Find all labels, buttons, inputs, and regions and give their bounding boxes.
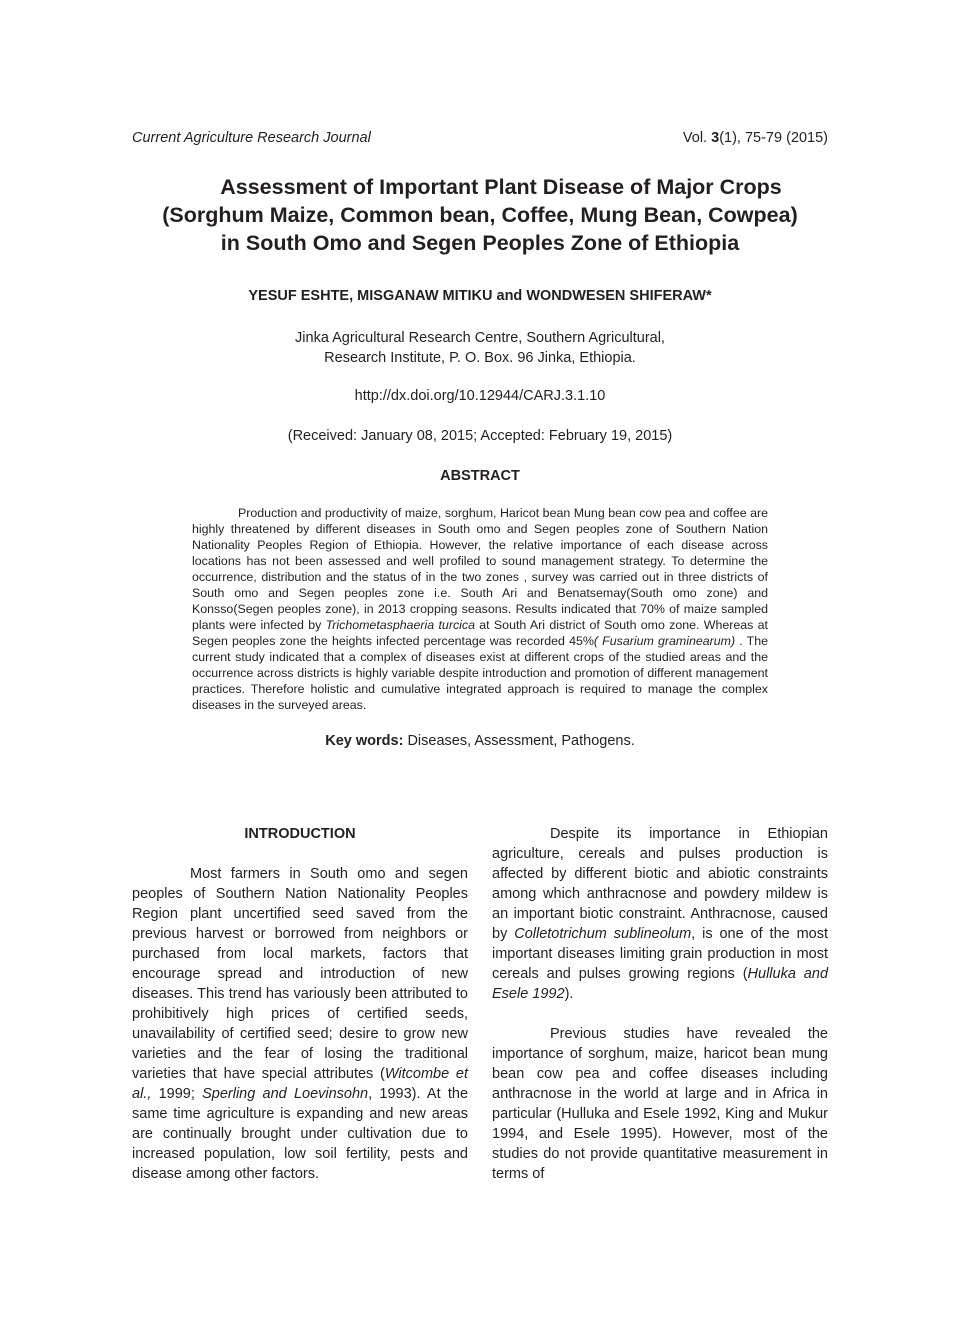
title-line-3: in South Omo and Segen Peoples Zone of Ethiopia xyxy=(220,231,740,255)
abstract-text-2: at South Ari district of South omo zone. Whereas at Segen peoples zone the heights infected percentage was recorded 45% xyxy=(192,618,768,648)
abstract-pathogen-2: ( Fusarium graminearum) xyxy=(593,634,736,648)
intro-paragraph-3: Previous studies have revealed the importance of sorghum, maize, haricot bean mung bean cow pea and coffee diseases including anthracnose in the world at large and in Africa in particular (Hulluka and Esele 1992, King and Mukur 1994, and Esele 1995). However, most of the studies do not provide quantitative measurement in terms of xyxy=(492,1026,828,1182)
intro-p1-text-b: 1999; xyxy=(151,1086,203,1102)
volume-info xyxy=(683,130,828,146)
volume-suffix: (1), 75-79 (2015) xyxy=(719,130,828,146)
abstract-heading: ABSTRACT xyxy=(440,468,520,484)
volume-prefix: Vol. xyxy=(682,130,712,146)
abstract-text-1: Production and productivity of maize, sorghum, Haricot bean Mung bean cow pea and coffee are highly threatened by different diseases in South omo and Segen peoples zone of Southern Nation Nationality Peoples Region of Ethiopia. However, the relative importance of each disease across locations has not been assessed and well profiled to sound management strategy. To determine the occurrence, distribution and the status of in the two zones , survey was carried out in three districts of South omo and Segen peoples zone i.e. South Ari and Benatsemay(South omo zone) and Konsso(Segen peoples zone), in 2013 cropping seasons. Results indicated that 70% of maize sampled plants were infected by xyxy=(192,506,768,632)
affiliation-line-1: Jinka Agricultural Research Centre, Southern Agricultural, xyxy=(295,330,665,346)
abstract-pathogen-1: Trichometasphaeria turcica xyxy=(325,618,475,632)
intro-p1-citation-1: Witcombe et al., xyxy=(132,1066,469,1102)
abstract-body xyxy=(192,505,768,713)
affiliation-line-2: Research Institute, P. O. Box. 96 Jinka, Ethiopia. xyxy=(324,350,636,366)
paper-title xyxy=(100,173,860,257)
keywords-text: Diseases, Assessment, Pathogens. xyxy=(403,733,635,749)
right-column xyxy=(492,824,828,1204)
intro-paragraph-2 xyxy=(492,824,828,1004)
volume-number: 3 xyxy=(711,130,720,146)
intro-p2-text-a: Despite its importance in Ethiopian agriculture, cereals and pulses production is affected by different biotic and abiotic constraints among which anthracnose and powdery mildew is an important biotic constraint. Anthracnose, caused by xyxy=(492,826,828,942)
intro-p2-text-b: , is one of the most important diseases limiting grain production in most cereals and pulses growing regions ( xyxy=(492,926,829,982)
title-line-1: Assessment of Important Plant Disease of Major Crops xyxy=(220,175,782,199)
left-column xyxy=(132,824,468,1204)
journal-name: Current Agriculture Research Journal xyxy=(132,130,371,146)
abstract-text-3: . The current study indicated that a complex of diseases exist at different crops of the studied areas and the occurrence across districts is highly variable despite introduction and promotion of different management practices. Therefore holistic and cumulative integrated approach is required to manage the complex diseases in the surveyed areas. xyxy=(192,634,768,712)
intro-p2-text-c: ). xyxy=(564,986,574,1002)
intro-p2-pathogen: Colletotrichum sublineolum xyxy=(514,926,692,942)
intro-p1-citation-2: Sperling and Loevinsohn xyxy=(202,1086,369,1102)
authors: YESUF ESHTE, MISGANAW MITIKU and WONDWESEN SHIFERAW* xyxy=(248,288,712,304)
keywords-label: Key words: xyxy=(325,733,404,749)
received-accepted-dates: (Received: January 08, 2015; Accepted: February 19, 2015) xyxy=(287,428,673,444)
doi-link[interactable]: http://dx.doi.org/10.12944/CARJ.3.1.10 xyxy=(354,388,606,404)
introduction-heading: INTRODUCTION xyxy=(244,826,356,842)
title-line-2: (Sorghum Maize, Common bean, Coffee, Mung Bean, Cowpea) xyxy=(162,203,798,227)
intro-p2-citation: Hulluka and Esele 1992 xyxy=(492,966,829,1002)
intro-p1-text-c: , 1993). At the same time agriculture is expanding and new areas are continually brought under cultivation due to increased population, low soil fertility, pests and disease among other factors. xyxy=(132,1086,469,1182)
affiliation xyxy=(0,328,960,368)
intro-p1-text-a: Most farmers in South omo and segen peoples of Southern Nation Nationality Peoples Region plant uncertified seed saved from the previous harvest or borrowed from neighbors or purchased from local markets, factors that encourage spread and introduction of new diseases. This trend has variously been attributed to prohibitively high prices of certified seeds, unavailability of certified seed; desire to grow new varieties and the fear of losing the traditional varieties that have special attributes ( xyxy=(132,866,468,1082)
keywords xyxy=(0,733,960,749)
intro-paragraph-1 xyxy=(132,864,468,1184)
